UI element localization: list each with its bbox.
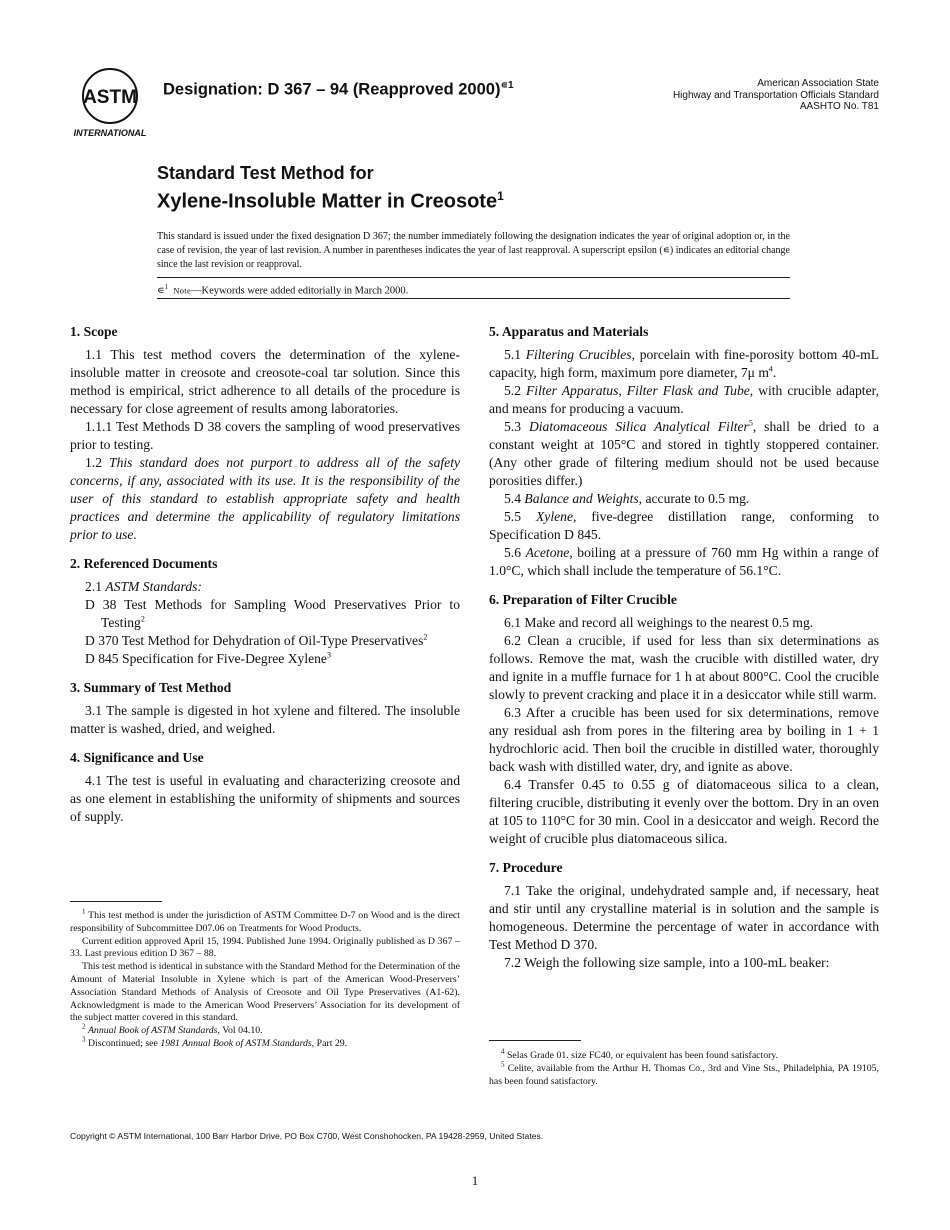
paragraph: 5.1 Filtering Crucibles, porcelain with fine-porosity bottom 40-mL capacity, high form, maximum pore diameter, 7μ $m^4$. xyxy=(489,347,880,380)
paragraph: 7.2 Weigh the following size sample, into a 100-mL beaker: xyxy=(504,955,830,970)
section-heading: 7. Procedure xyxy=(489,860,563,875)
footnote: This test method is identical in substance with the Standard Method for the Determination of the Amount of Material Insoluble in Xylene which is part of the American Wood-Preservers’ Association Standard Methods of Analysis of Creosote and Oil Type Preservatives (A1-62). Acknowledgment is made to the American Wood Preservers’ Association for its development of the subject matter covered in this standard. xyxy=(70,961,460,1024)
copyright-notice: Copyright © ASTM International, 100 Barr Harbor Drive, PO Box C700, West Conshohocken, PA 19428-2959, United States. xyxy=(70,1131,544,1141)
section-procedure xyxy=(489,858,879,972)
paragraph: 7.1 Take the original, undehydrated sample and, if necessary, heat and stir until any crystalline material is in solution and the sample is homogeneous. Determine the percentage of water in accordance with Test Method D 370. xyxy=(489,883,879,952)
divider xyxy=(157,298,790,299)
section-significance xyxy=(70,748,460,826)
footnote: $^4$ Selas Grade 01. size FC40, or equivalent has been found satisfactory. xyxy=(501,1047,779,1061)
paragraph: 5.3 Diatomaceous Silica Analytical Filter$^5$, shall be dried to a constant weight at 105°C and stored in tightly stoppered container. (Any other grade of filtering medium should not be used because porosities differ.) xyxy=(489,418,880,488)
paragraph: 5.2 Filter Apparatus, Filter Flask and Tube, with crucible adapter, and means for producing a vacuum. xyxy=(489,383,879,416)
footnote-divider xyxy=(489,1040,581,1041)
paragraph: 1.1.1 Test Methods D 38 covers the sampling of wood preservatives prior to testing. xyxy=(70,419,460,452)
reference-item: D 38 Test Methods for Sampling Wood Preservatives Prior to Testing$^2$ xyxy=(85,597,460,630)
paragraph: 6.3 After a crucible has been used for six determinations, remove any residual ash from pores in the filtering area by boiling in 1 + 1 hydrochloric acid. Then boil the crucible in distilled water, thoroughly back wash with distilled water, dry, and ignite as above. xyxy=(489,705,879,774)
paragraph: 5.4 Balance and Weights, accurate to 0.5 mg. xyxy=(504,491,750,506)
paragraph: 1.2 This standard does not purport to address all of the safety concerns, if any, associated with its use. It is the responsibility of the user of this standard to establish appropriate safety and health practices and determine the applicability of regulatory limitations prior to use. xyxy=(70,455,461,542)
footnote: $^1$ This test method is under the jurisdiction of ASTM Committee D-7 on Wood and is the direct responsibility of Subcommittee D07.06 on Treatments for Wood Products. xyxy=(70,907,460,934)
footnotes-right xyxy=(489,1047,880,1088)
reference-item: D 370 Test Method for Dehydration of Oil-Type Preservatives$^2$ xyxy=(85,632,428,648)
section-heading: 4. Significance and Use xyxy=(70,750,204,765)
reference-item: D 845 Specification for Five-Degree Xylene$^3$ xyxy=(85,650,331,666)
section-summary xyxy=(70,678,460,738)
paragraph: 1.1 This test method covers the determination of the xylene-insoluble matter in creosote and creosote-coal tar solution. Since this method is empirical, strict adherence to all details of the procedure is necessary for close agreement of results among laboratories. xyxy=(70,347,460,416)
paragraph: 4.1 The test is useful in evaluating and characterizing creosote and as one element in establishing the uniformity of shipments and sources of supply. xyxy=(70,773,460,824)
paragraph: 5.5 Xylene, five-degree distillation range, conforming to Specification D 845. xyxy=(489,509,879,542)
paragraph: 2.1 ASTM Standards: xyxy=(85,579,202,594)
paragraph: 6.1 Make and record all weighings to the nearest 0.5 mg. xyxy=(504,615,814,630)
issuance-statement: This standard is issued under the fixed designation D 367; the number immediately following the designation indicates the year of original adoption or, in the case of revision, the year of last revision. A number in parentheses indicates the year of last reapproval. A superscript epsilon (∊) indicates an editorial change since the last revision or reapproval. xyxy=(157,231,790,270)
section-preparation xyxy=(489,590,879,848)
footnote: $^3$ Discontinued; see 1981 Annual Book of ASTM Standards, Part 29. xyxy=(82,1035,348,1049)
section-referenced-documents xyxy=(70,554,460,668)
logo-caption: INTERNATIONAL xyxy=(73,128,147,138)
astm-logo xyxy=(64,66,156,138)
left-column xyxy=(70,322,460,836)
paragraph: 6.2 Clean a crucible, if used for less than six determinations as follows. Remove the mat, wash the crucible with distilled water, dry and ignite in a muffle furnace for 1 h at about 800°C. Cool the crucible slowly to prevent cracking and place it in a desiccator while still warm. xyxy=(489,633,879,702)
designation: Designation: D 367 – 94 (Reapproved 2000)$^{∊1}$ xyxy=(163,80,514,99)
section-heading: 1. Scope xyxy=(70,324,118,339)
section-heading: 2. Referenced Documents xyxy=(70,556,218,571)
section-heading: 5. Apparatus and Materials xyxy=(489,324,649,339)
right-column xyxy=(489,322,879,982)
paragraph: 5.6 Acetone, boiling at a pressure of 760 mm Hg within a range of 1.0°C, which shall include the temperature of 56.1°C. xyxy=(489,545,879,578)
divider xyxy=(157,277,790,278)
footnote: $^2$ Annual Book of ASTM Standards, Vol 04.10. xyxy=(82,1022,263,1037)
aashto-designation: American Association State Highway and Transportation Officials Standard AASHTO No. T81 xyxy=(672,78,879,112)
footnotes-left xyxy=(70,907,460,1051)
document-title: Standard Test Method for Xylene-Insoluble Matter in Creosote$^1$ xyxy=(157,163,504,213)
editorial-note: ∊$^1$ Note—Keywords were added editorially in March 2000. xyxy=(157,283,409,297)
footnote-divider xyxy=(70,901,162,902)
page-number: 1 xyxy=(471,1173,479,1188)
section-apparatus xyxy=(489,322,879,580)
logo-mark: ASTM xyxy=(83,87,137,108)
footnote: Current edition approved April 15, 1994. Published June 1994. Originally published as D 367 – 33. Last previous edition D 367 – 88. xyxy=(70,935,460,960)
section-heading: 3. Summary of Test Method xyxy=(70,680,232,695)
section-scope xyxy=(70,322,460,544)
paragraph: 3.1 The sample is digested in hot xylene and filtered. The insoluble matter is washed, dried, and weighed. xyxy=(70,703,460,736)
section-heading: 6. Preparation of Filter Crucible xyxy=(489,592,677,607)
paragraph: 6.4 Transfer 0.45 to 0.55 g of diatomaceous silica to a clean, filtering crucible, distributing it evenly over the bottom. Dry in an oven at 105 to 110°C for 30 min. Cool in a desiccator and weigh. Record the weight of crucible plus diatomaceous silica. xyxy=(489,777,879,846)
footnote: $^5$ Celite, available from the Arthur H. Thomas Co., 3rd and Vine Sts., Philadelphia, PA 19105, has been found satisfactory. xyxy=(489,1060,880,1087)
